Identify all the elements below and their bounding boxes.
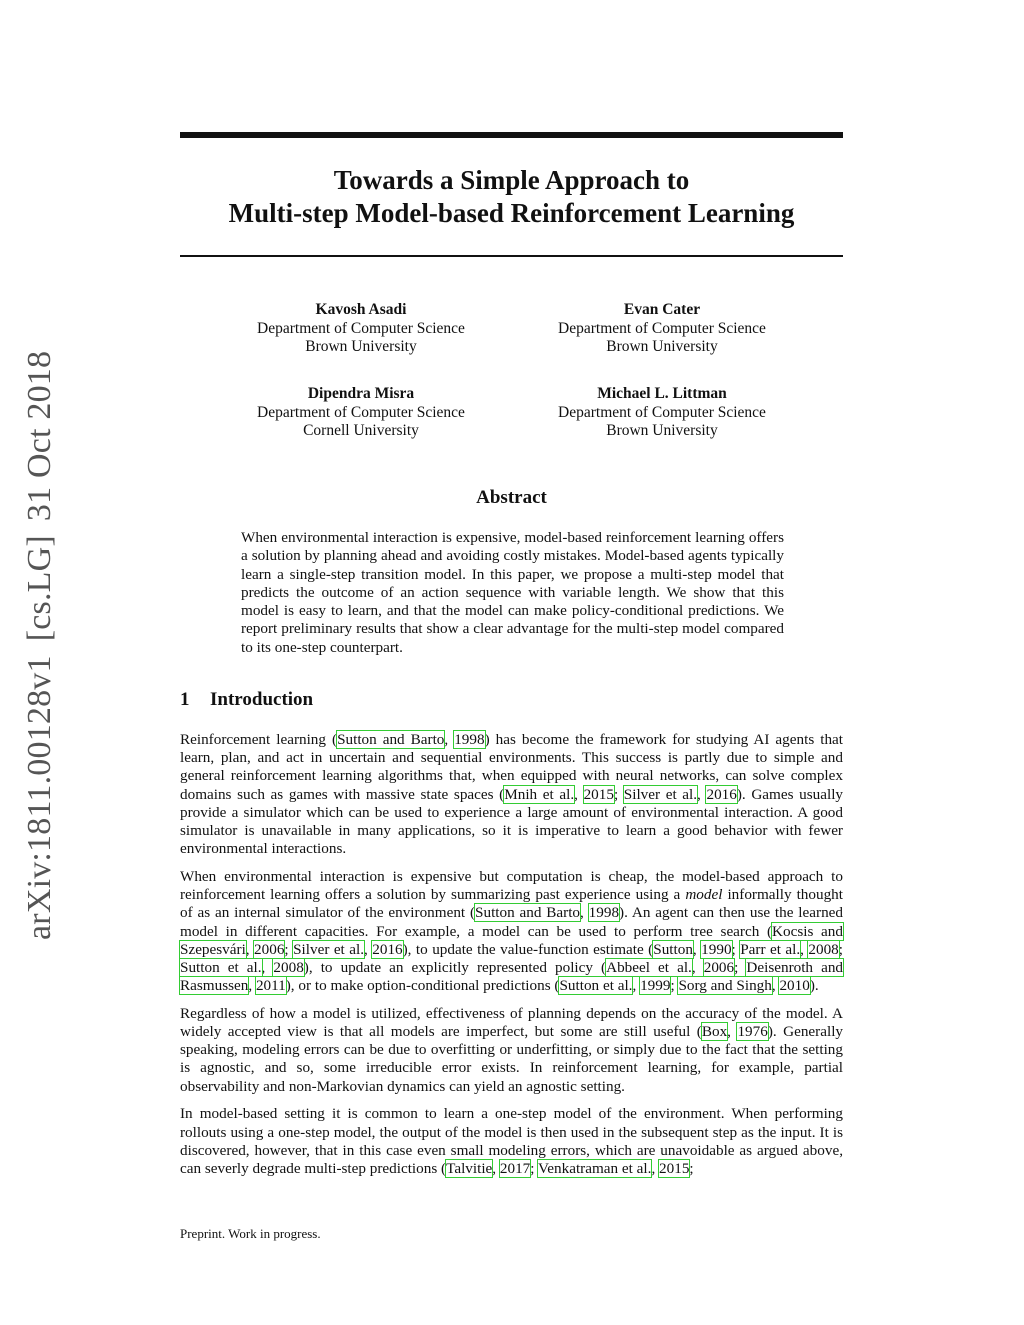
author-affiliation: Brown University xyxy=(606,338,718,355)
arxiv-identifier xyxy=(21,337,59,940)
citation-link[interactable]: 1998 xyxy=(454,731,485,748)
citation-link[interactable]: Sorg and Singh xyxy=(678,977,772,995)
author-name: Michael L. Littman xyxy=(597,385,727,402)
citation-link[interactable]: 2008 xyxy=(808,940,839,958)
citation-link[interactable]: 2016 xyxy=(706,785,737,803)
citation-link[interactable]: 2006 xyxy=(254,940,285,958)
citation-link[interactable]: 1976 xyxy=(737,1023,768,1041)
section-body xyxy=(180,731,843,1188)
citation-link[interactable]: Kocsis and Szepesvári xyxy=(180,922,843,958)
author-department: Department of Computer Science xyxy=(558,403,766,421)
author-name: Kavosh Asadi xyxy=(315,301,407,318)
citation-link[interactable]: Deisenroth and Rasmussen xyxy=(180,958,844,995)
citation-link[interactable]: Talvitie xyxy=(446,1159,493,1177)
citation-link[interactable]: Sutton and Barto xyxy=(337,731,445,748)
section-title: Introduction xyxy=(210,689,314,710)
citation-link[interactable]: 1990 xyxy=(701,940,732,958)
author-affiliation: Brown University xyxy=(305,338,417,355)
citation-link[interactable]: 2015 xyxy=(583,785,614,803)
author-affiliation: Brown University xyxy=(606,422,718,439)
citation-link[interactable]: 2010 xyxy=(779,977,810,995)
citation-link[interactable]: Sutton xyxy=(653,940,693,958)
emphasis: model xyxy=(685,886,723,904)
arxiv-id: arXiv:1811.00128v1 xyxy=(21,655,58,940)
arxiv-date: 31 Oct 2018 xyxy=(21,350,58,522)
author-name: Evan Cater xyxy=(623,301,701,318)
paragraph: In model-based setting it is common to learn a one-step model of the environment. When performing rollouts using a one-step model, the output of the model is then used in the subsequent step as the input. It is discovered, however, that in this case even small modeling errors, which are unavoidable as argued above, can severly degrade multi-step predictions (Talvitie, 2017; Venkatraman et al., 2015; xyxy=(180,1105,843,1177)
abstract-text: When environmental interaction is expensive, model-based reinforcement learning offers a solution by planning ahead and avoiding costly mistakes. Model-based agents typically learn a single-step transition model. In this paper, we propose a multi-step model that predicts the outcome of an action sequence with variable length. We show that this model is easy to learn, and that the model can make policy-conditional predictions. We report preliminary results that show a clear advantage for the multi-step model compared to its one-step counterpart. xyxy=(241,529,784,656)
footer-note: Preprint. Work in progress. xyxy=(180,1226,321,1241)
title-line-2: Multi-step Model-based Reinforcement Learning xyxy=(228,198,795,228)
section-number: 1 xyxy=(180,689,190,710)
citation-link[interactable]: 2016 xyxy=(372,940,403,958)
citation-link[interactable]: Parr et al. xyxy=(740,940,801,958)
paragraph: When environmental interaction is expensive but computation is cheap, the model-based approach to reinforcement learning offers a solution by summarizing past experience using a model informally thought of as an internal simulator of the environment (Sutton and Barto, 1998). An agent can then use the learned model in different capacities. For example, a model can be used to perform tree search (Kocsis and Szepesvári, 2006; Silver et al., 2016), to update the value-function estimate (Sutton, 1990; Parr et al., 2008; Sutton et al., 2008), to update an explicitly represented policy (Abbeel et al., 2006; Deisenroth and Rasmussen, 2011), or to make option-conditional predictions (Sutton et al., 1999; Sorg and Singh, 2010). xyxy=(180,867,844,995)
title-line-1: Towards a Simple Approach to xyxy=(333,165,690,195)
section-heading xyxy=(180,689,313,711)
author-block xyxy=(512,385,812,441)
title-bottom-rule xyxy=(180,255,843,257)
author-department: Department of Computer Science xyxy=(558,319,766,337)
citation-link[interactable]: 2008 xyxy=(273,958,304,976)
paragraph: Reinforcement learning (Sutton and Barto, 1998) has become the framework for studying AI agents that learn, plan, and act in uncertain and sequential environments. This success is partly due to simple and general reinforcement learning algorithms that, when equipped with neural networks, can solve complex domains such as games with massive state spaces (Mnih et al., 2015; Silver et al., 2016). Games usually provide a simulator which can be used to experience a large amount of environmental interaction. A good simulator is unavailable in many applications, so it is imperative to learn a good behavior with fewer environmental interactions. xyxy=(180,731,844,858)
citation-link[interactable]: Sutton and Barto xyxy=(475,904,581,922)
paragraph: Regardless of how a model is utilized, effectiveness of planning depends on the accuracy of the model. A widely accepted view is that all models are imperfect, but some are still useful (Box, 1976). Generally speaking, modeling errors can be due to overfitting or underfitting, or simply due to the fact that the setting is agnostic, and so, some irreducible error exists. In reinforcement learning, for example, partial observability and non-Markovian dynamics can yield an agnostic setting. xyxy=(180,1004,844,1095)
author-block xyxy=(512,301,812,357)
paper-title xyxy=(180,164,843,230)
author-affiliation: Cornell University xyxy=(303,422,419,439)
citation-link[interactable]: 2017 xyxy=(499,1159,531,1177)
author-name: Dipendra Misra xyxy=(307,385,415,402)
citation-link[interactable]: Mnih et al. xyxy=(504,785,575,803)
citation-link[interactable]: Box xyxy=(701,1023,728,1041)
citation-link[interactable]: 2011 xyxy=(255,977,286,995)
title-top-rule xyxy=(180,132,843,138)
author-department: Department of Computer Science xyxy=(257,319,465,337)
citation-link[interactable]: Venkatraman et al. xyxy=(538,1159,652,1177)
citation-link[interactable]: 2015 xyxy=(659,1159,690,1177)
citation-link[interactable]: Abbeel et al. xyxy=(606,958,692,976)
author-block xyxy=(211,385,511,441)
citation-link[interactable]: Silver et al. xyxy=(293,940,364,958)
citation-link[interactable]: 1998 xyxy=(588,904,620,922)
author-department: Department of Computer Science xyxy=(257,403,465,421)
citation-link[interactable]: 1999 xyxy=(640,977,671,995)
citation-link[interactable]: 2006 xyxy=(703,958,735,976)
arxiv-category: [cs.LG] xyxy=(21,535,58,642)
citation-link[interactable]: Sutton et al. xyxy=(180,958,262,976)
citation-link[interactable]: Sutton et al. xyxy=(559,977,633,995)
author-block xyxy=(211,301,511,357)
abstract-heading: Abstract xyxy=(476,487,547,508)
citation-link[interactable]: Silver et al. xyxy=(623,785,698,803)
